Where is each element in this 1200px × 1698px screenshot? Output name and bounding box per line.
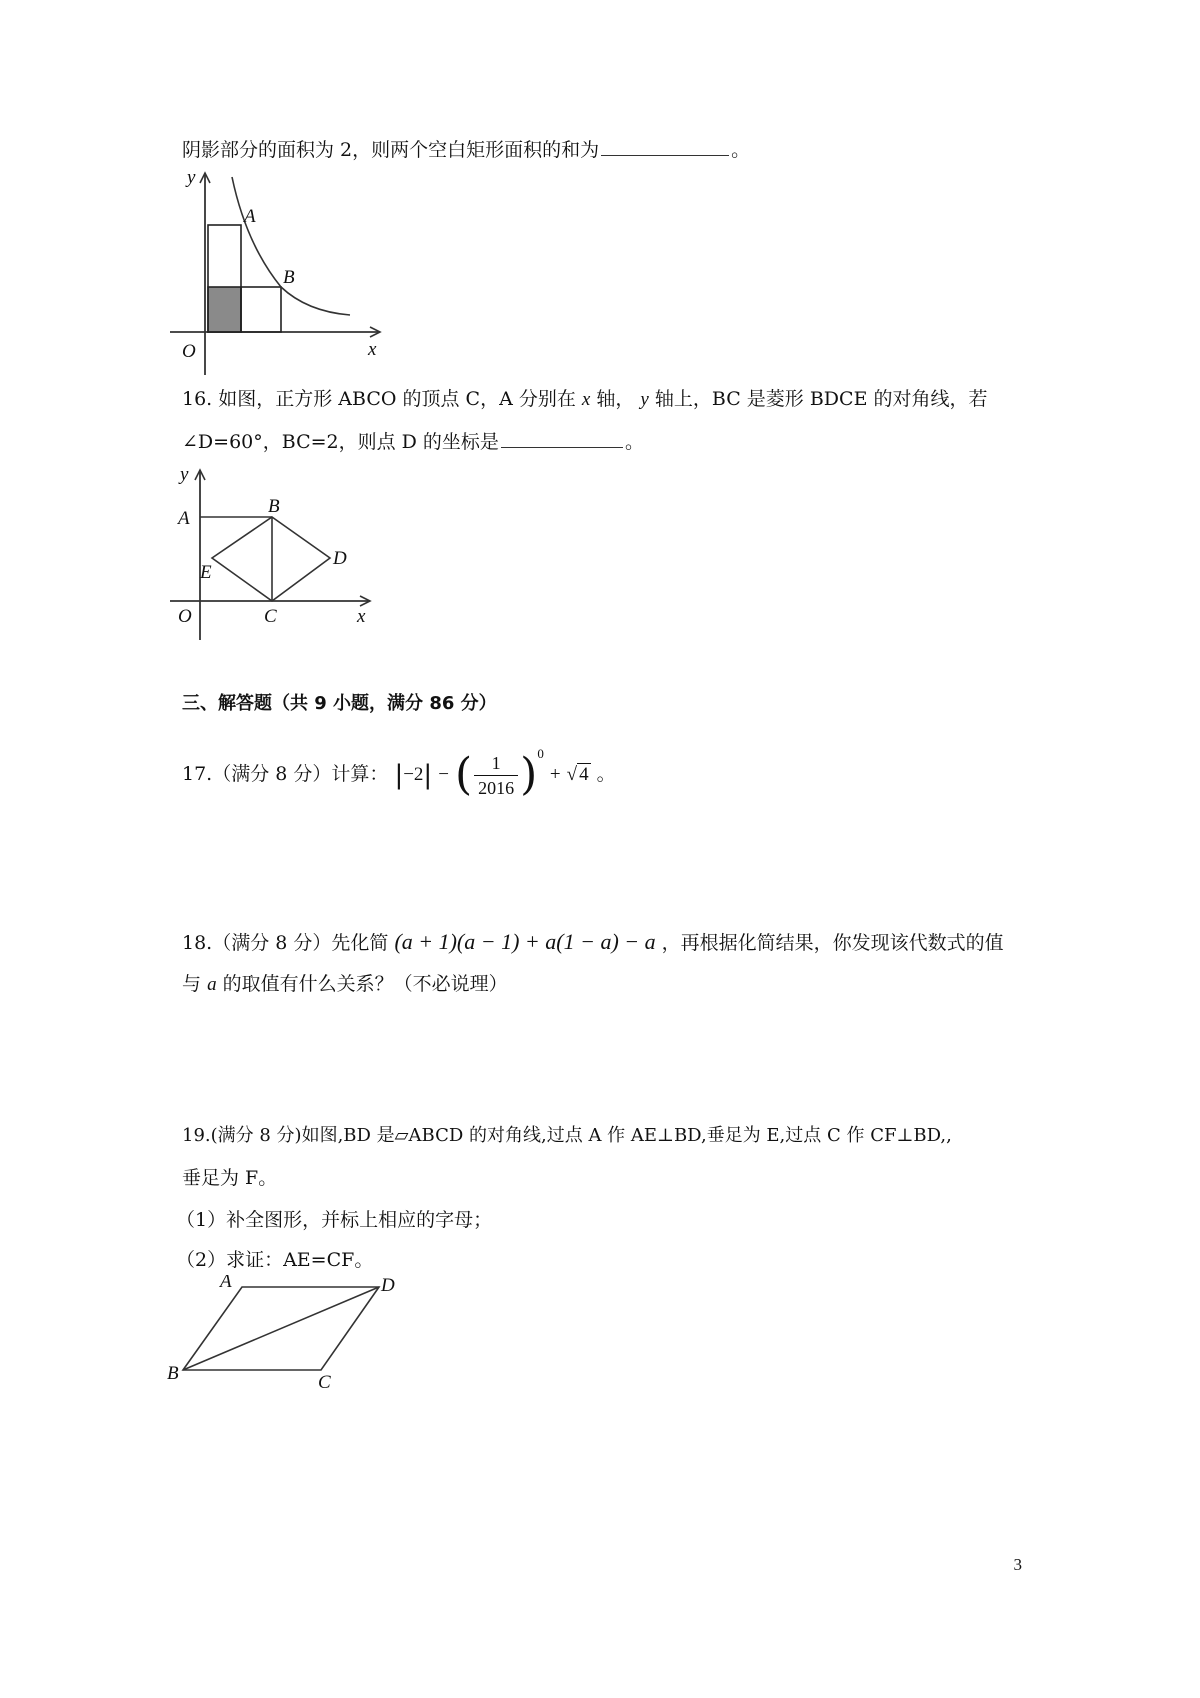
q15-text: 阴影部分的面积为 2，则两个空白矩形面积的和为 [182,139,600,161]
q15-label-x: x [368,339,377,360]
q17-minus: − [438,764,449,785]
q16-line2 [182,428,644,456]
q16-rhombus [212,517,330,601]
q16-label-b: B [268,496,280,517]
q17-exponent: 0 [537,746,544,761]
q18-suffix: ，再根据化简结果，你发现该代数式的值 [661,932,1004,954]
q16-text-c: 轴上，BC 是菱形 BDCE 的对角线，若 [654,388,988,410]
q15-text-line [182,136,750,164]
q18-expression: (a + 1)(a − 1) + a(1 − a) − a [394,929,656,954]
q15-rect-b [241,287,281,332]
q16-text-a: 16. 如图，正方形 ABCO 的顶点 C，A 分别在 [182,388,576,410]
q16-text-b: 轴， [596,388,635,410]
q17-sqrt-arg: 4 [579,764,589,785]
q17-abs-expr: −2 [403,764,424,785]
q18-line2-pre: 与 [182,973,202,995]
q16-answer-blank[interactable] [501,429,623,448]
q19-figure [165,1275,425,1395]
q15-label-a: A [244,206,256,227]
q19-label-a: A [220,1275,232,1292]
q18-line2-post: 的取值有什么关系？（不必说理） [222,973,508,995]
q17-line: 17.（满分 8 分）计算： |−2| − ( $\frac{1}{2016}$ )$^0$ + √ 4 。 [182,746,616,800]
q15-end: 。 [731,139,751,161]
page-number: 3 [1013,1555,1022,1574]
q16-label-e: E [200,562,212,583]
q19-line2: 垂足为 F。 [182,1167,278,1189]
q18-prefix: 18.（满分 8 分）先化简 [182,932,389,954]
q18-var-a: a [207,974,217,995]
q16-label-x: x [357,606,366,627]
q19-sub2: （2）求证：AE=CF。 [176,1249,374,1271]
q15-label-b: B [283,267,295,288]
section-3-heading: 三、解答题（共 9 小题，满分 86 分） [182,693,497,714]
q16-label-a: A [178,508,190,529]
q17-prefix: 17.（满分 8 分）计算： [182,763,389,785]
q18-line1 [182,928,1004,957]
q16-label-c: C [264,606,277,627]
q15-figure [170,165,410,385]
q16-end: 。 [624,431,644,453]
q19-label-c: C [318,1372,331,1393]
q16-label-d: D [333,548,347,569]
q19-line1: 19.(满分 8 分)如图,BD 是▱ABCD 的对角线,过点 A 作 AE⊥BD,垂足为 E,过点 C 作 CF⊥BD,, [182,1125,952,1146]
q15-label-o: O [182,341,196,362]
q15-hyperbola [232,177,350,315]
q19-label-d: D [381,1275,395,1296]
q15-label-y: y [187,167,196,188]
q17-end: 。 [596,763,616,785]
q19-sub1: （1）补全图形，并标上相应的字母； [176,1209,493,1231]
q15-answer-blank[interactable] [601,137,729,156]
q17-frac-den: 2016 [478,777,515,798]
q16-label-o: O [178,606,192,627]
q17-frac-num: 1 [474,751,518,776]
q16-figure [170,462,410,647]
q16-label-y: y [180,464,189,485]
q18-line2 [182,970,508,999]
q16-text-d: ∠D=60°，BC=2，则点 D 的坐标是 [182,431,499,453]
q16-line1 [182,385,987,414]
q15-shaded-rect [208,287,241,332]
q16-y-var: y [640,389,649,410]
q17-fraction [474,751,518,800]
q19-label-b: B [167,1363,179,1384]
q16-x-var: x [581,389,591,410]
q17-plus: + [549,764,561,785]
